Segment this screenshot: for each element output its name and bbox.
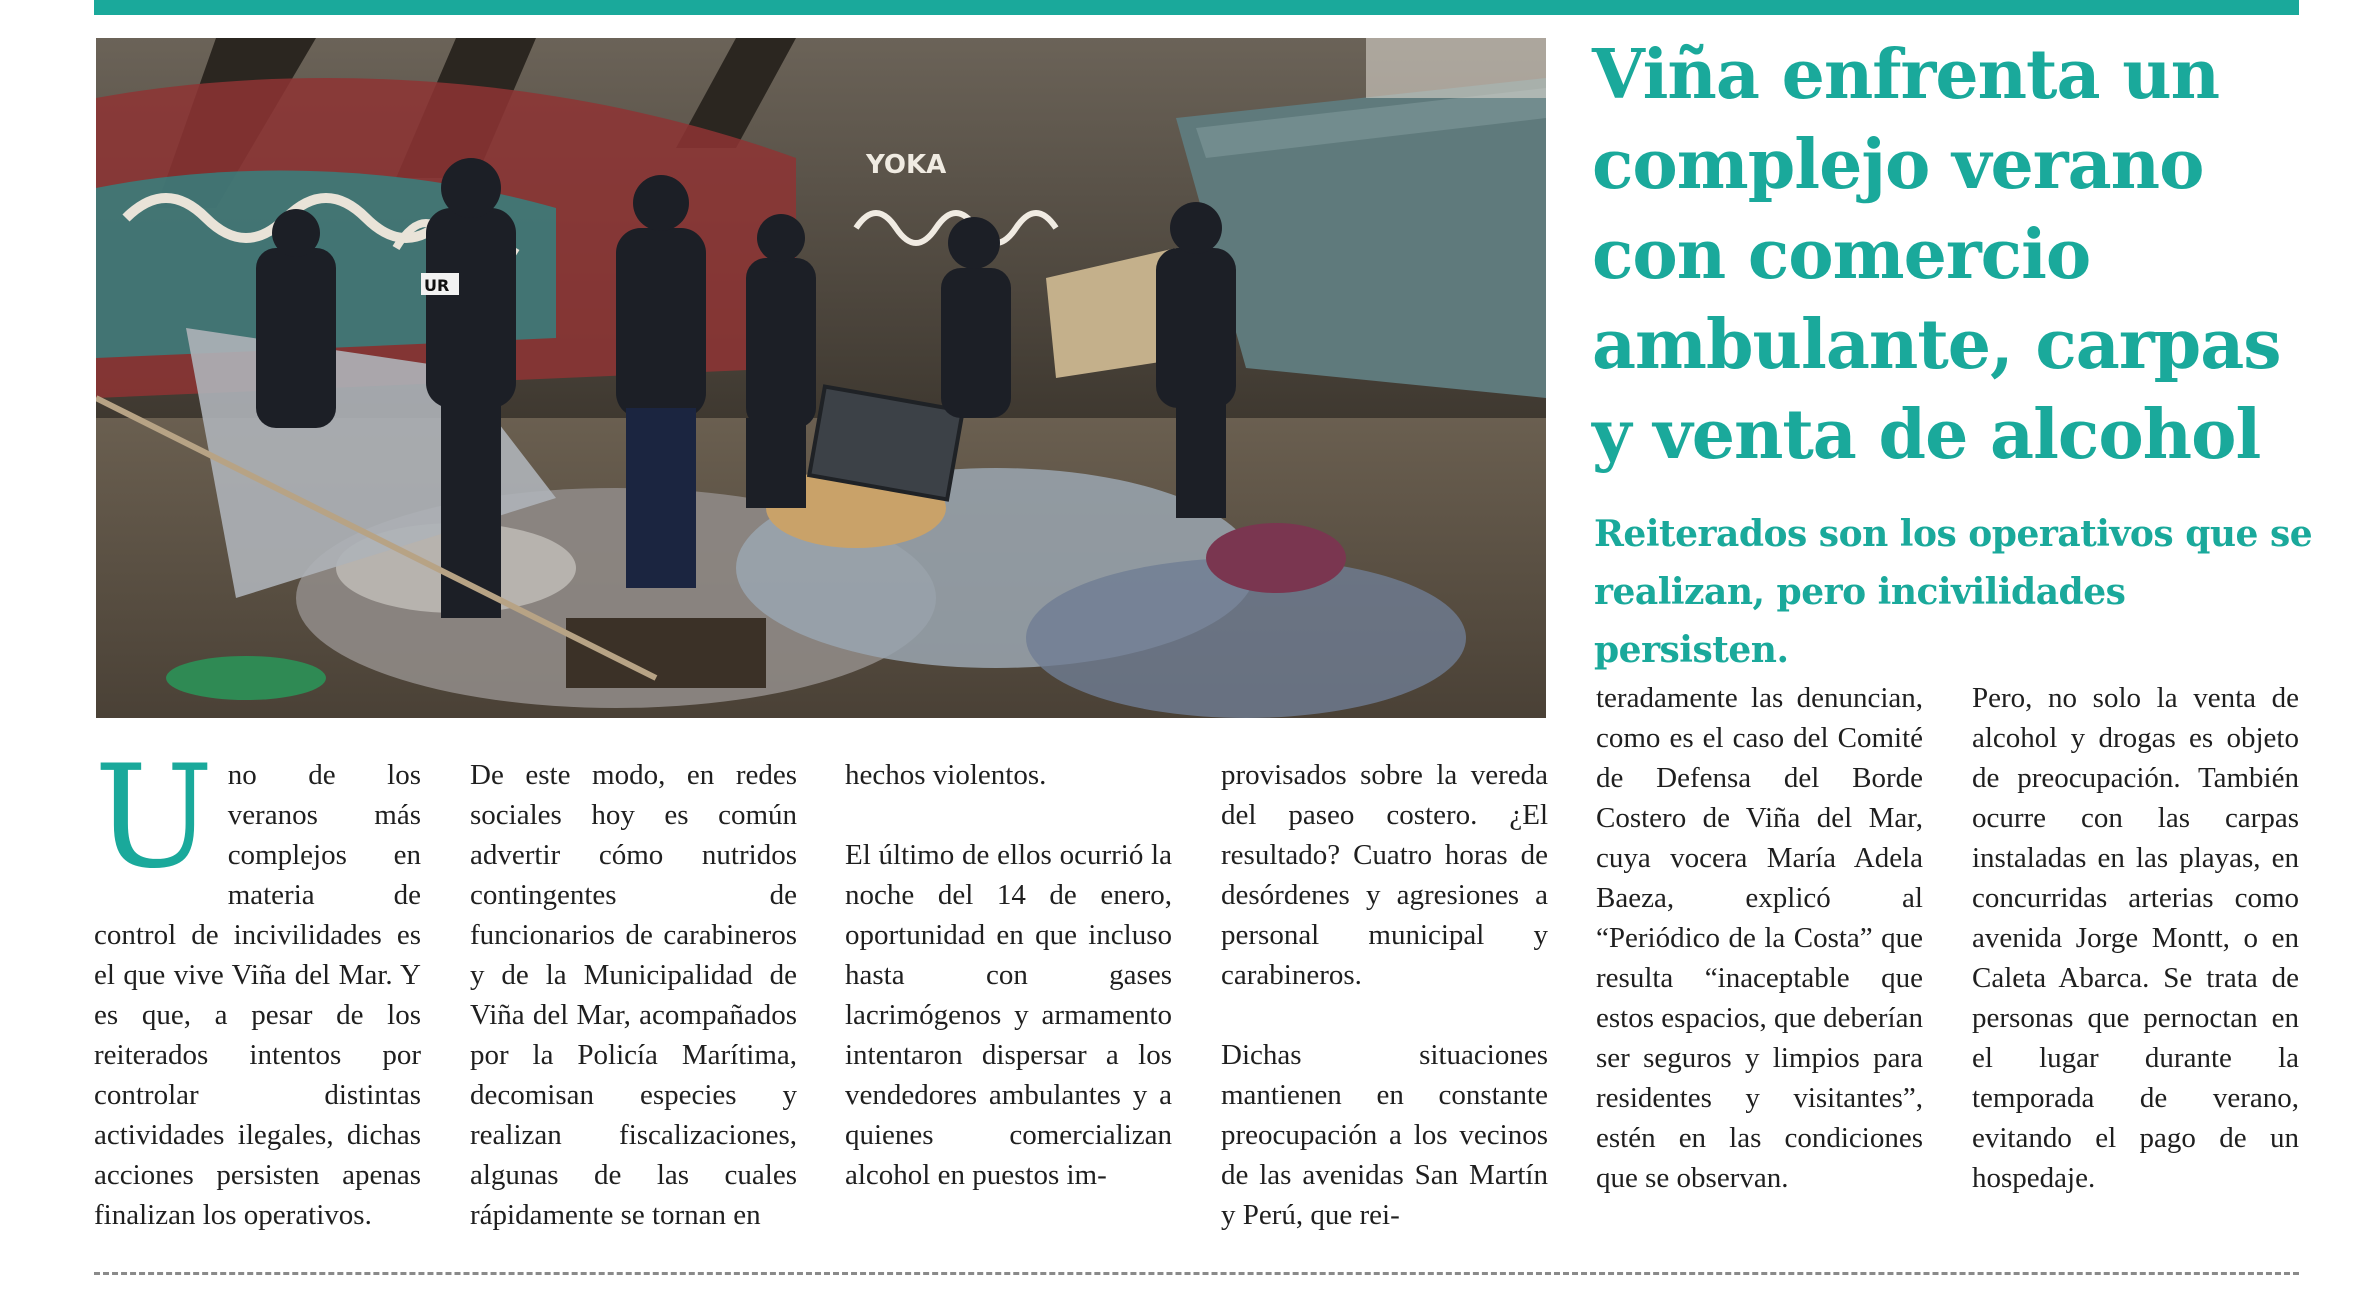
column-2-text: De este modo, en redes sociales hoy es común advertir cómo nutridos contingentes de funcionarios de carabineros y de la Municipalidad de Viña del Mar, acompañados por la Policía Marítima, decomisan especies y realizan fiscalizaciones, algunas de las cuales rápidamente se tornan en (470, 759, 797, 1231)
article-column-4 (1221, 755, 1548, 1235)
drop-cap: U (94, 735, 214, 900)
column-3-paragraph-2: El último de ellos ocurrió la noche del 14 de enero, oportunidad en que incluso hasta con gases lacrimógenos y armamento intentaron dispersar a los vendedores ambulantes y a quienes comercializan alcohol en puestos im- (845, 839, 1172, 1191)
column-5-text: teradamente las denuncian, como es el caso del Comité de Defensa del Borde Costero de Viña del Mar, cuya vocera María Adela Baeza, explicó al “Periódico de la Costa” que resulta “inaceptable que estos espacios, que deberían ser seguros y limpios para residentes y visitantes”, estén en las condiciones que se observan. (1596, 682, 1923, 1194)
column-3-paragraph-1: hechos violentos. (845, 759, 1047, 791)
blanket (1206, 523, 1346, 593)
grill (566, 618, 766, 688)
article-subheadline: Reiterados son los operativos que se realizan, pero incivilidades persisten. (1594, 513, 2313, 671)
column-6-text: Pero, no solo la venta de alcohol y drogas es objeto de preocupación. También ocurre con las carpas instaladas en las playas, en concurridas arterias como avenida Jorge Montt, o en Caleta Abarca. Se trata de personas que pernoctan en el lugar durante la temporada de verano, evitando el pago de un hospedaje. (1972, 682, 2299, 1194)
graffiti-text: YOKA (866, 150, 947, 180)
article-headline: Viña enfrenta un complejo verano con comercio ambulante, carpas y venta de alcohol (1592, 35, 2281, 475)
article-column-3 (845, 755, 1172, 1195)
header-accent-bar (94, 0, 2299, 15)
article-column-5 (1596, 678, 1923, 1198)
fence (1366, 38, 1546, 98)
column-4-paragraph-1: provisados sobre la vereda del paseo costero. ¿El resultado? Cuatro horas de desórdenes y agresiones a personal municipal y carabineros. (1221, 759, 1548, 991)
photo-illustration (96, 38, 1546, 718)
article-column-2 (470, 755, 797, 1235)
article-column-6 (1972, 678, 2299, 1198)
column-1-text: no de los veranos más complejos en materia de control de incivilidades es el que vive Viña del Mar. Y es que, a pesar de los reiterados intentos por controlar distintas actividades ilegales, dichas acciones persisten apenas finalizan los operativos. (94, 759, 421, 1231)
column-4-paragraph-2: Dichas situaciones mantienen en constante preocupación a los vecinos de las avenidas San Martín y Perú, que rei- (1221, 1039, 1548, 1231)
section-divider (94, 1272, 2299, 1275)
article-column-1 (94, 735, 421, 1235)
vest-text: UR (424, 276, 450, 295)
article-photo (96, 38, 1546, 718)
basin (166, 656, 326, 700)
